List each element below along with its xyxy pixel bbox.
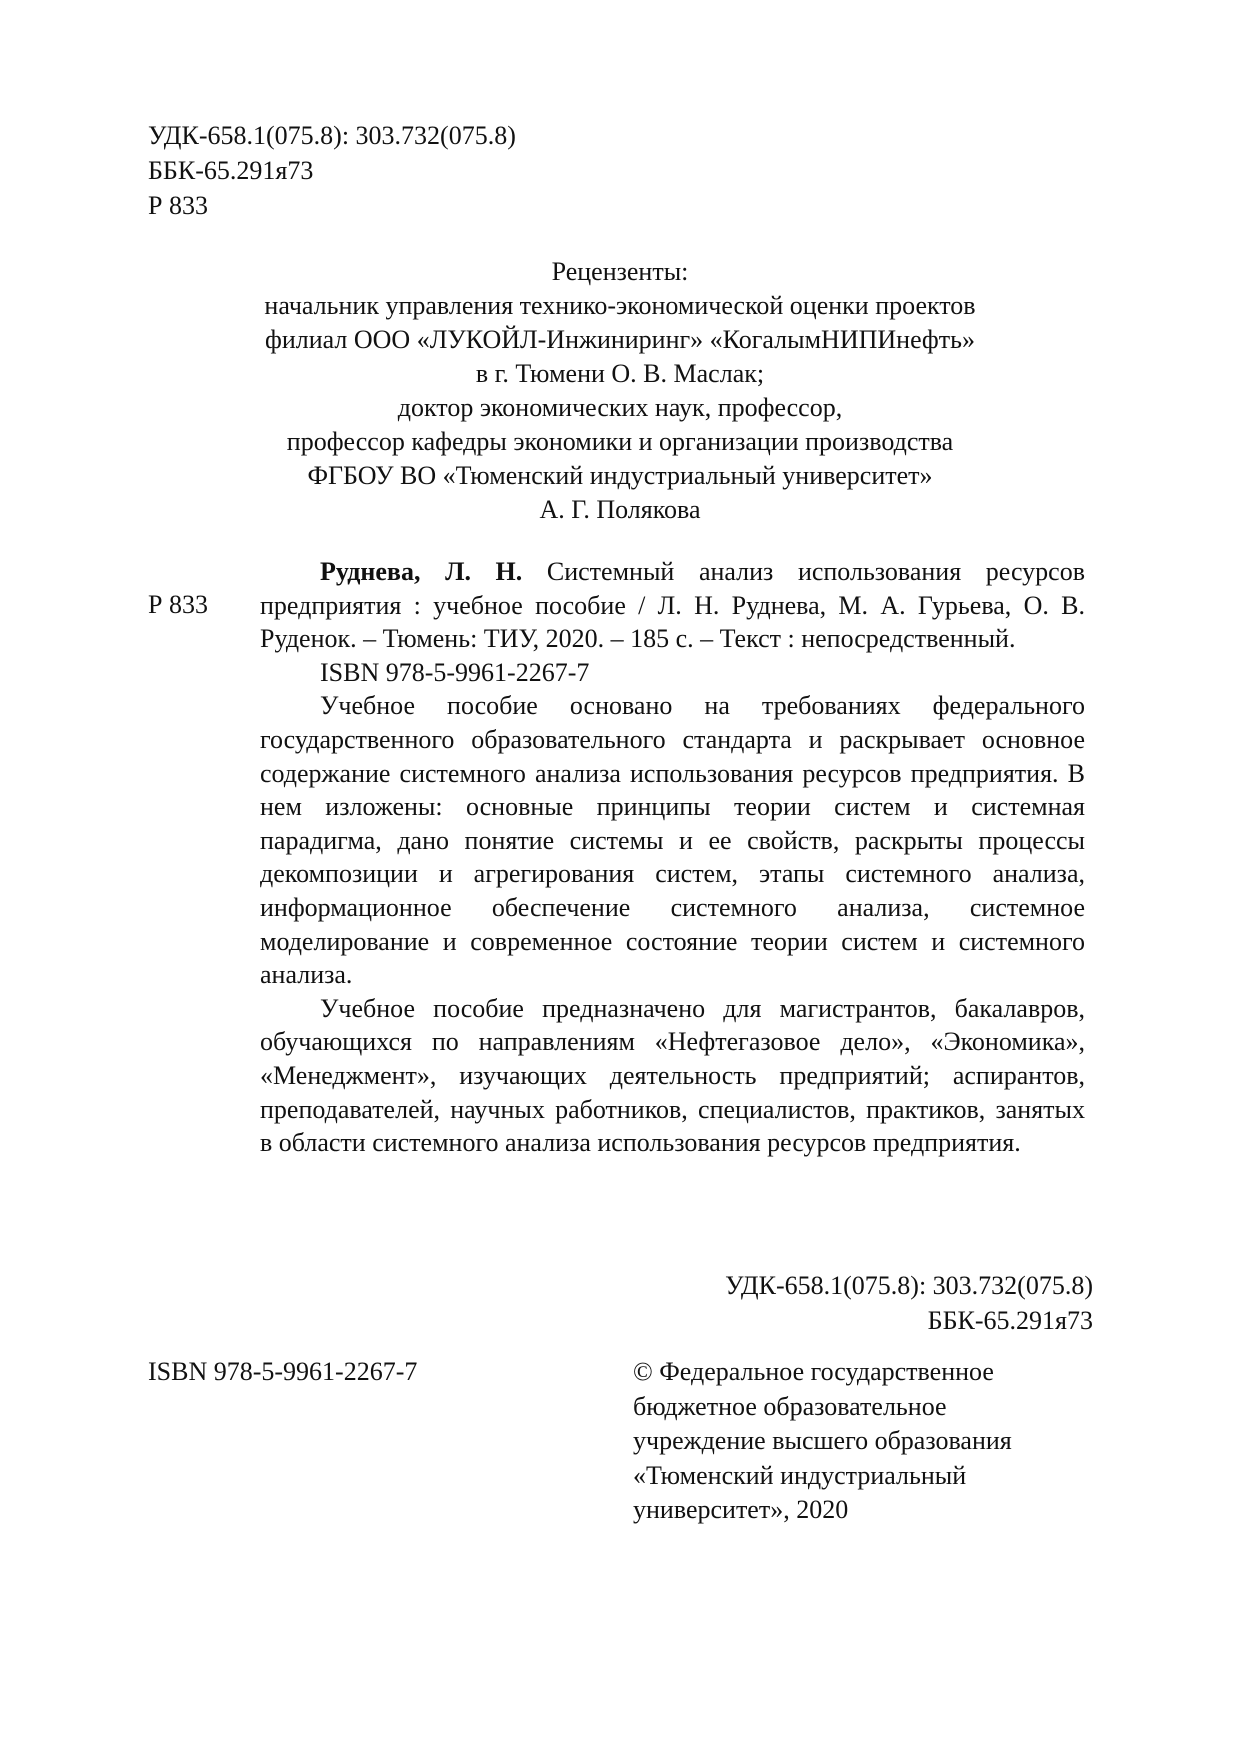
copyright-line: университет», 2020 — [633, 1495, 849, 1524]
footer-udk: УДК-658.1(075.8): 303.732(075.8) — [725, 1271, 1093, 1300]
reviewers-heading: Рецензенты: — [551, 257, 689, 286]
copyright-line: бюджетное образовательное — [633, 1391, 947, 1421]
bibliographic-description — [260, 555, 1085, 656]
footer-isbn: ISBN 978-5-9961-2267-7 — [148, 1357, 418, 1386]
bibliographic-record — [260, 555, 1085, 1160]
record-author-mark: Р 833 — [148, 590, 208, 619]
bbk-code: ББК-65.291я73 — [148, 156, 314, 185]
annotation-paragraph-2: Учебное пособие предназначено для магистрантов, бакалавров, обучающихся по направлениям «Нефтегазовое дело», «Экономика», «Менеджмент», изучающих деятельность предприятий; аспирантов, преподавателей, научных работников, специалистов, практиков, занятых в области системного анализа использования ресурсов предприятия. — [260, 993, 1085, 1158]
footer-classification — [725, 1268, 1093, 1338]
author-mark: Р 833 — [148, 191, 208, 220]
reviewer-line: А. Г. Полякова — [539, 495, 701, 524]
copyright-line: © Федеральное государственное — [633, 1357, 994, 1386]
annotation-paragraph-1: Учебное пособие основано на требованиях федерального государственного образовательного стандарта и раскрывает основное содержание системного анализа использования ресурсов предприятия. В нем изложены: основные принципы теории систем и системная парадигма, дано понятие системы и ее свойств, раскрыты процессы декомпозиции и агрегирования систем, этапы системного анализа, информационное обеспечение системного анализа, системное моделирование и современное состояние теории систем и системного анализа. — [260, 691, 1085, 990]
reviewer-line: доктор экономических наук, профессор, — [397, 393, 843, 422]
copyright-line: «Тюменский индустриальный — [633, 1460, 967, 1490]
copyright-line: учреждение высшего образования — [633, 1426, 1012, 1455]
bibliographic-text: Системный анализ использования ресурсов предприятия : учебное пособие / Л. Н. Руднева, М. А. Гурьева, О. В. Руденок. – Тюмень: ТИУ, 2020. – 185 с. – Текст : непосредственный. — [260, 557, 1085, 654]
reviewer-line: начальник управления технико-экономической оценки проектов — [264, 291, 976, 320]
record-isbn: ISBN 978-5-9961-2267-7 — [320, 657, 590, 687]
reviewer-line: ФГБОУ ВО «Тюменский индустриальный университет» — [307, 461, 933, 490]
reviewer-line: профессор кафедры экономики и организации производства — [286, 427, 954, 456]
reviewer-line: филиал ООО «ЛУКОЙЛ-Инжиниринг» «КогалымНИПИнефть» — [264, 325, 975, 354]
copyright-notice — [633, 1355, 1083, 1528]
footer-bbk: ББК-65.291я73 — [927, 1306, 1093, 1335]
reviewers-block — [190, 255, 1050, 527]
author-name: Руднева, Л. Н. — [320, 557, 523, 586]
reviewer-line: в г. Тюмени О. В. Маслак; — [475, 359, 765, 388]
classification-codes — [148, 118, 516, 223]
udk-code: УДК-658.1(075.8): 303.732(075.8) — [148, 121, 516, 150]
